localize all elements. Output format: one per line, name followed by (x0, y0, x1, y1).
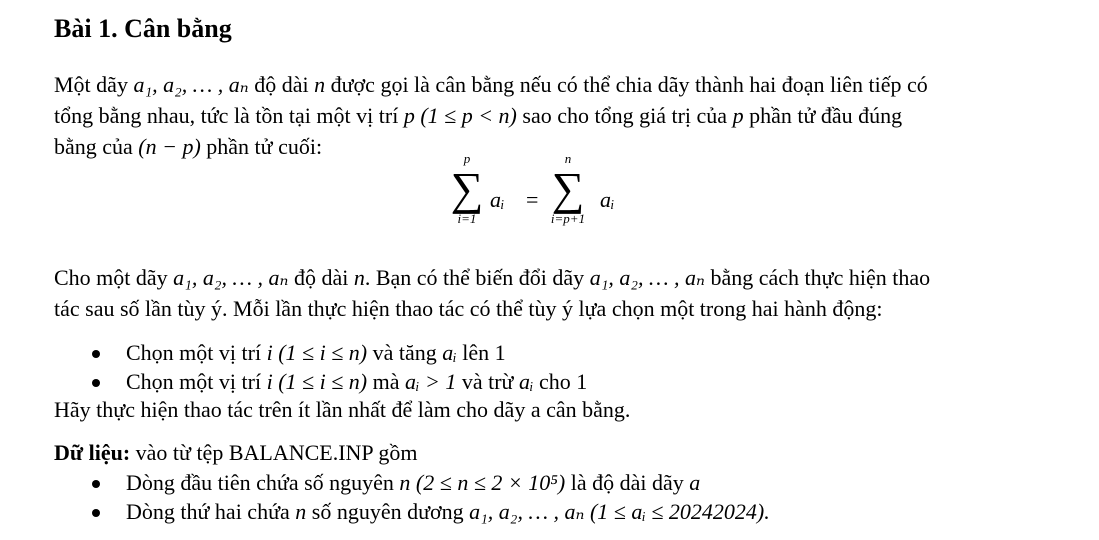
sequence-notation: a₁, a₂, … , aₙ (469, 499, 585, 524)
intro-line-1 (54, 69, 1054, 100)
intro-text: phần tử cuối: (200, 134, 323, 159)
intro-text: độ dài (248, 72, 315, 97)
sigma-symbol: ∑ (551, 163, 585, 214)
input-item-text: số nguyên dương (306, 499, 470, 524)
intro-paragraph (54, 69, 1054, 162)
variable-n: n (295, 499, 307, 524)
para-text: . Bạn có thể biến đổi dãy (364, 265, 590, 290)
left-sum-upper-bound: p (463, 151, 471, 166)
sequence-notation: a₁, a₂, … , aₙ (173, 265, 289, 290)
action-item-decrease (54, 367, 1054, 396)
input-item-second-line (54, 497, 1054, 526)
sequence-notation: a₁, a₂, … , aₙ (133, 72, 249, 97)
variable-n: n (353, 265, 365, 290)
ai-constraint: (1 ≤ aᵢ ≤ 20242024). (589, 499, 770, 524)
bullet-icon (92, 350, 100, 358)
task-statement (54, 394, 1054, 425)
input-list (54, 468, 1054, 526)
right-sum (540, 151, 596, 227)
i-condition: (1 ≤ i ≤ n) (278, 369, 368, 394)
element-ai: aᵢ (442, 340, 457, 365)
variable-p: p (403, 103, 415, 128)
n-minus-p: (n − p) (138, 134, 201, 159)
action-text: lên 1 (456, 340, 506, 365)
intro-text: tổng bằng nhau, tức là tồn tại một vị trí (54, 103, 404, 128)
variable-n: n (399, 470, 411, 495)
variable-i: i (266, 340, 273, 365)
input-label: Dữ liệu: (54, 440, 131, 465)
variable-n: n (314, 72, 326, 97)
intro-text: phần tử đầu đúng (743, 103, 903, 128)
sigma-symbol: ∑ (450, 163, 484, 214)
variable-a: a (689, 470, 701, 495)
variable-p: p (732, 103, 744, 128)
input-item-first-line (54, 468, 1054, 497)
page-title: Bài 1. Cân bằng (54, 14, 232, 43)
input-description: vào từ tệp BALANCE.INP gồm (130, 440, 418, 465)
para-text: Cho một dãy (54, 265, 174, 290)
action-text: và tăng (367, 340, 443, 365)
intro-text: Một dãy (54, 72, 134, 97)
p-condition: (1 ≤ p < n) (420, 103, 517, 128)
sequence-notation: a₁, a₂, … , aₙ (589, 265, 705, 290)
para-text: độ dài (288, 265, 354, 290)
bullet-icon (92, 379, 100, 387)
variable-i: i (266, 369, 273, 394)
action-text: mà (367, 369, 405, 394)
action-text: cho 1 (533, 369, 588, 394)
para-text: bằng cách thực hiện thao (704, 265, 931, 290)
element-ai: aᵢ (518, 369, 534, 394)
n-constraint: (2 ≤ n ≤ 2 × 10⁵) (415, 470, 566, 495)
action-item-increase (54, 338, 1054, 367)
right-sum-upper-bound: n (564, 151, 572, 166)
action-text: Chọn một vị trí (126, 340, 267, 365)
right-sum-lower-bound: i=p+1 (550, 211, 586, 226)
input-section-header (54, 437, 1054, 468)
element-ai-condition: aᵢ > 1 (405, 369, 457, 394)
intro-text: được gọi là cân bằng nếu có thể chia dãy thành hai đoạn liên tiếp có (325, 72, 928, 97)
actions-list (54, 338, 1054, 396)
bullet-icon (92, 480, 100, 488)
operations-line-1 (54, 262, 1054, 293)
i-condition: (1 ≤ i ≤ n) (278, 340, 368, 365)
input-item-text: Dòng đầu tiên chứa số nguyên (126, 470, 400, 495)
equals-sign: = (526, 187, 539, 212)
task-text: Hãy thực hiện thao tác trên ít lần nhất để làm cho dãy a cân bằng. (54, 397, 631, 422)
right-sum-term: aᵢ (600, 187, 615, 212)
action-text: Chọn một vị trí (126, 369, 267, 394)
intro-line-2 (54, 100, 1054, 131)
action-text: và trừ (456, 369, 519, 394)
input-item-text: Dòng thứ hai chứa (126, 499, 296, 524)
left-sum-term: aᵢ (490, 187, 505, 212)
bullet-icon (92, 509, 100, 517)
balance-formula (54, 151, 1054, 241)
operations-line-2: tác sau số lần tùy ý. Mỗi lần thực hiện thao tác có thể tùy ý lựa chọn một trong hai hành động: (54, 296, 883, 321)
intro-text: sao cho tổng giá trị của (516, 103, 733, 128)
input-item-text: là độ dài dãy (565, 470, 690, 495)
operations-paragraph (54, 262, 1054, 324)
intro-text: bằng của (54, 134, 139, 159)
left-sum-lower-bound: i=1 (457, 211, 477, 226)
left-sum (450, 151, 484, 227)
